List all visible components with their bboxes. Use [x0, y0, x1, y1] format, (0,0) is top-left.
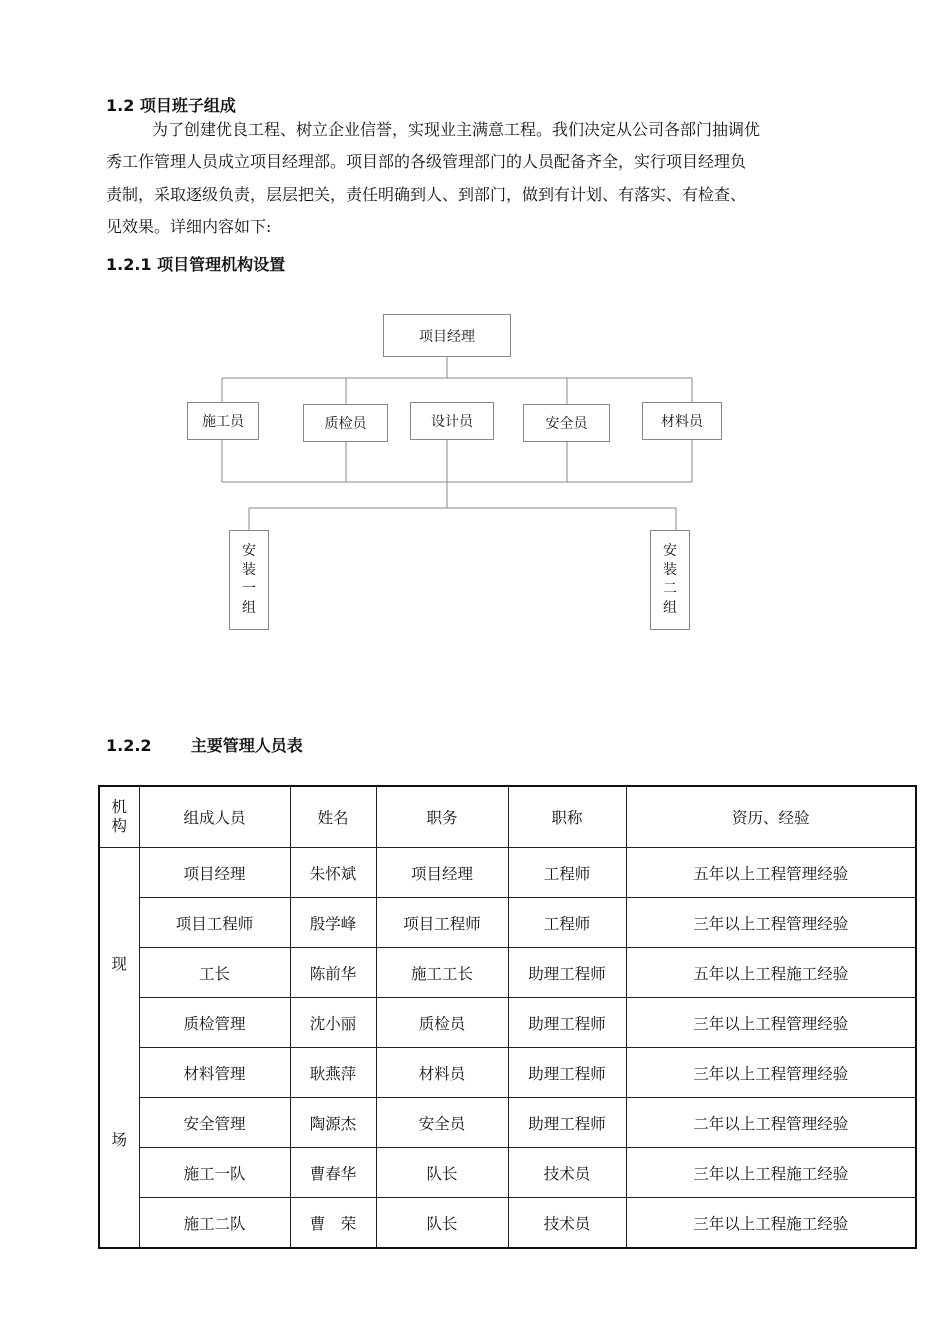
cell-members: 安全管理: [139, 1098, 290, 1148]
header-title: 职称: [508, 786, 626, 848]
org-cell: [99, 848, 139, 1249]
cell-experience: 二年以上工程管理经验: [626, 1098, 916, 1148]
paragraph-line: 见效果。详细内容如下:: [106, 216, 272, 236]
cell-members: 工长: [139, 948, 290, 998]
cell-experience: 三年以上工程施工经验: [626, 1198, 916, 1249]
org-box-role: 设计员: [410, 402, 494, 440]
cell-title: 技术员: [508, 1148, 626, 1198]
staff-section-heading: [106, 733, 303, 756]
cell-title: 技术员: [508, 1198, 626, 1249]
team-char: 安: [242, 543, 256, 559]
cell-members: 项目经理: [139, 848, 290, 898]
table-row: [99, 1098, 916, 1148]
cell-name: 曹春华: [290, 1148, 376, 1198]
table-row: [99, 998, 916, 1048]
table-row: [99, 1048, 916, 1098]
cell-members: 施工二队: [139, 1198, 290, 1249]
cell-duty: 项目经理: [376, 848, 508, 898]
staff-table: [98, 785, 917, 1249]
org-box-role: 施工员: [187, 402, 259, 440]
cell-experience: 三年以上工程管理经验: [626, 1048, 916, 1098]
team-char: 组: [242, 600, 256, 616]
header-experience: 资历、经验: [626, 786, 916, 848]
org-box-role: 安全员: [523, 404, 610, 442]
paragraph-line: 为了创建优良工程、树立企业信誉，实现业主满意工程。我们决定从公司各部门抽调优: [152, 120, 761, 139]
cell-experience: 三年以上工程管理经验: [626, 898, 916, 948]
cell-duty: 队长: [376, 1198, 508, 1249]
org-label-bottom: 场: [111, 1131, 127, 1149]
cell-experience: 五年以上工程施工经验: [626, 948, 916, 998]
cell-name: 陈前华: [290, 948, 376, 998]
team-char: 二: [663, 581, 677, 597]
table-row: [99, 898, 916, 948]
paragraph-line: 秀工作管理人员成立项目经理部。项目部的各级管理部门的人员配备齐全，实行项目经理负: [106, 152, 747, 172]
cell-title: 助理工程师: [508, 1098, 626, 1148]
cell-name: 曹 荣: [290, 1198, 376, 1249]
org-box-role: 材料员: [642, 402, 722, 440]
cell-members: 质检管理: [139, 998, 290, 1048]
team-char: 一: [242, 581, 256, 597]
header-duty: 职务: [376, 786, 508, 848]
cell-duty: 安全员: [376, 1098, 508, 1148]
cell-members: 施工一队: [139, 1148, 290, 1198]
cell-name: 陶源杰: [290, 1098, 376, 1148]
table-row: [99, 948, 916, 998]
org-box-role: 质检员: [303, 404, 388, 442]
cell-title: 助理工程师: [508, 1048, 626, 1098]
cell-duty: 材料员: [376, 1048, 508, 1098]
team-char: 装: [242, 562, 256, 578]
team-char: 安: [663, 543, 677, 559]
cell-experience: 三年以上工程施工经验: [626, 1148, 916, 1198]
cell-duty: 质检员: [376, 998, 508, 1048]
cell-experience: 五年以上工程管理经验: [626, 848, 916, 898]
cell-duty: 队长: [376, 1148, 508, 1198]
org-label-top: 现: [111, 955, 127, 973]
cell-duty: 项目工程师: [376, 898, 508, 948]
team-char: 装: [663, 562, 677, 578]
table-row: [99, 1198, 916, 1249]
org-box-manager: 项目经理: [383, 314, 511, 357]
cell-name: 耿燕萍: [290, 1048, 376, 1098]
staff-heading-text: 主要管理人员表: [190, 736, 303, 755]
team-char: 组: [663, 600, 677, 616]
cell-title: 工程师: [508, 848, 626, 898]
cell-name: 沈小丽: [290, 998, 376, 1048]
cell-name: 朱怀斌: [290, 848, 376, 898]
cell-experience: 三年以上工程管理经验: [626, 998, 916, 1048]
cell-name: 殷学峰: [290, 898, 376, 948]
section-heading: 1.2 项目班子组成: [106, 96, 236, 115]
cell-duty: 施工工长: [376, 948, 508, 998]
table-row: [99, 1148, 916, 1198]
org-box-team-1: [229, 530, 269, 630]
paragraph-line: 责制，采取逐级负责，层层把关，责任明确到人、到部门，做到有计划、有落实、有检查、: [106, 184, 747, 204]
table-row: [99, 848, 916, 898]
table-header-row: [99, 786, 916, 848]
cell-title: 助理工程师: [508, 998, 626, 1048]
org-section-heading: 1.2.1 项目管理机构设置: [106, 255, 286, 274]
cell-title: 工程师: [508, 898, 626, 948]
header-org: [99, 786, 139, 848]
header-name: 姓名: [290, 786, 376, 848]
header-org-line: 构: [111, 817, 127, 835]
cell-members: 材料管理: [139, 1048, 290, 1098]
header-members: 组成人员: [139, 786, 290, 848]
cell-members: 项目工程师: [139, 898, 290, 948]
header-org-line: 机: [111, 798, 127, 816]
staff-heading-number: 1.2.2: [106, 736, 152, 755]
cell-title: 助理工程师: [508, 948, 626, 998]
org-box-team-2: [650, 530, 690, 630]
